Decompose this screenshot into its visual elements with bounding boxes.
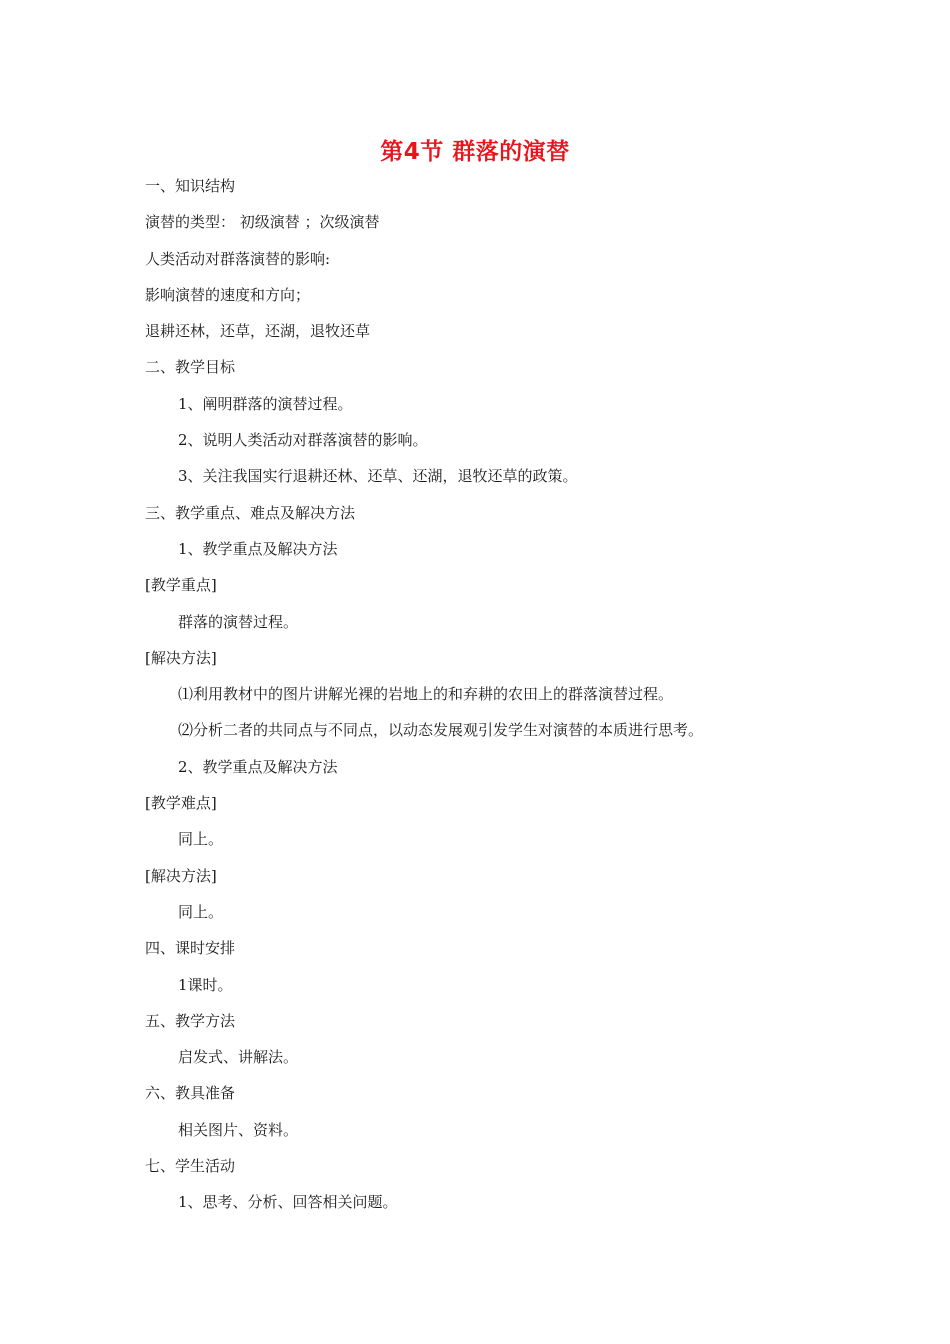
bracket-label: [教学重点] — [145, 576, 217, 595]
text-line: 启发式、讲解法。 — [178, 1048, 299, 1067]
list-item: 1、教学重点及解决方法 — [178, 539, 338, 558]
text-line: 人类活动对群落演替的影响: — [145, 249, 331, 268]
text-line: 1课时。 — [178, 975, 233, 994]
list-item: ⑵分析二者的共同点与不同点，以动态发展观引发学生对演替的本质进行思考。 — [178, 721, 704, 740]
list-item: 3、关注我国实行退耕还林、还草、还湖，退牧还草的政策。 — [178, 467, 578, 486]
list-item: 1、思考、分析、回答相关问题。 — [178, 1193, 398, 1212]
page-title: 第4节 群落的演替 — [380, 139, 570, 165]
list-item: 1、阐明群落的演替过程。 — [178, 394, 353, 413]
text-line: 群落的演替过程。 — [178, 612, 299, 631]
bracket-label: [解决方法] — [145, 648, 217, 667]
text-line: 同上。 — [178, 830, 224, 849]
list-item: 2、教学重点及解决方法 — [178, 757, 338, 776]
section-heading-methods: 五、教学方法 — [145, 1011, 236, 1030]
section-heading-materials: 六、教具准备 — [145, 1084, 236, 1103]
text-line: 同上。 — [178, 902, 224, 921]
text-line: 相关图片、资料。 — [178, 1120, 299, 1139]
document-body — [145, 174, 825, 1227]
text-line: 退耕还林，还草，还湖，退牧还草 — [145, 322, 371, 341]
section-heading-knowledge: 一、知识结构 — [145, 177, 236, 195]
list-item: ⑴利用教材中的图片讲解光裸的岩地上的和弃耕的农田上的群落演替过程。 — [178, 685, 674, 704]
section-heading-activities: 七、学生活动 — [145, 1157, 236, 1176]
text-line: 影响演替的速度和方向； — [145, 285, 311, 304]
list-item: 2、说明人类活动对群落演替的影响。 — [178, 431, 428, 450]
bracket-label: [教学难点] — [145, 794, 217, 813]
section-heading-goals: 二、教学目标 — [145, 358, 236, 377]
bracket-label: [解决方法] — [145, 866, 217, 885]
text-line: 演替的类型： 初级演替 ；次级演替 — [145, 213, 380, 232]
section-heading-schedule: 四、课时安排 — [145, 939, 236, 958]
section-heading-keypoints: 三、教学重点、难点及解决方法 — [145, 503, 356, 522]
